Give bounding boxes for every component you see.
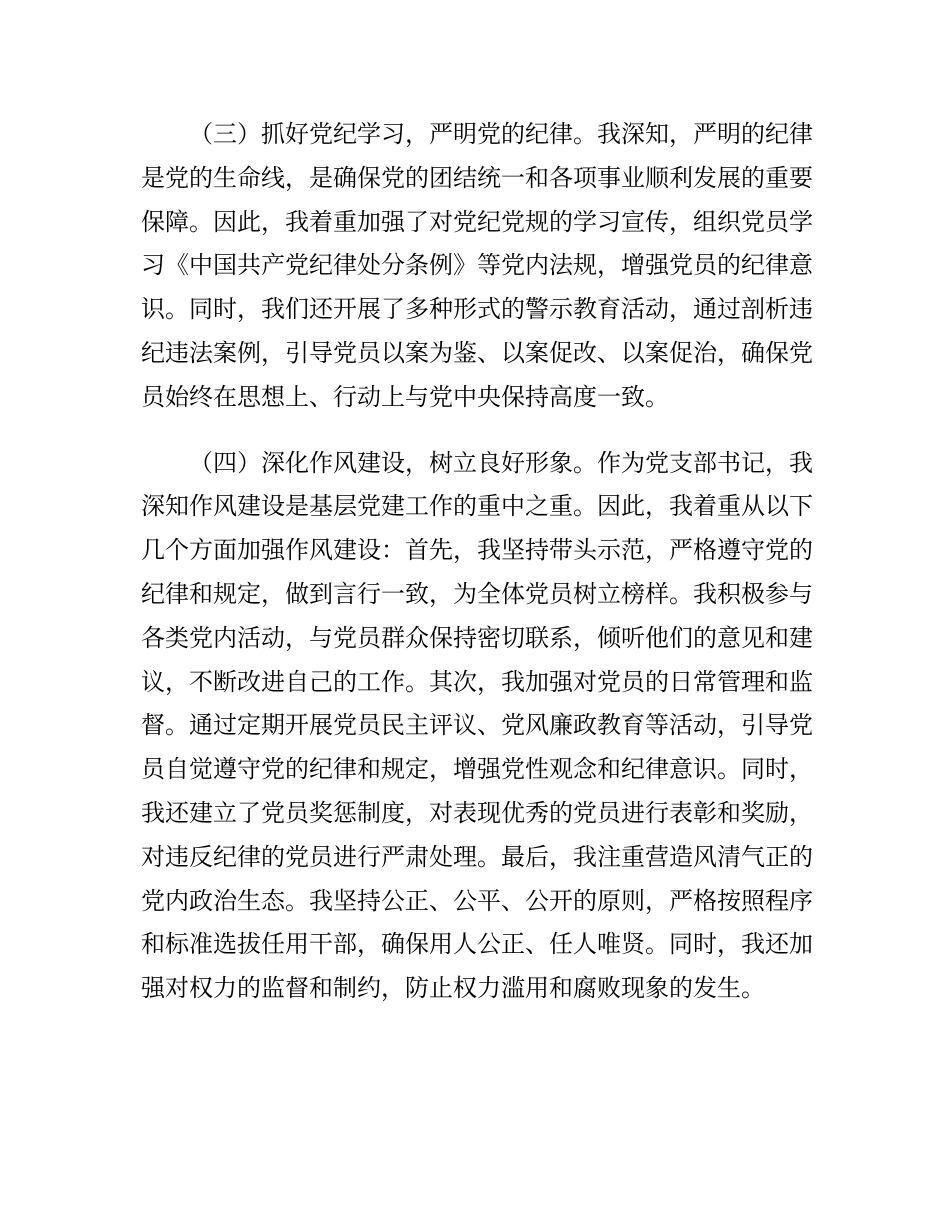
- paragraph-section-three: （三）抓好党纪学习，严明党的纪律。我深知，严明的纪律是党的生命线，是确保党的团结统一和各项事业顺利发展的重要保障。因此，我着重加强了对党纪党规的学习宣传，组织党员学习《中国共产党纪律处分条例》等党内法规，增强党员的纪律意识。同时，我们还开展了多种形式的警示教育活动，通过剖析违纪违法案例，引导党员以案为鉴、以案促改、以案促治，确保党员始终在思想上、行动上与党中央保持高度一致。: [141, 120, 813, 411]
- paragraph-section-four: （四）深化作风建设，树立良好形象。作为党支部书记，我深知作风建设是基层党建工作的重中之重。因此，我着重从以下几个方面加强作风建设：首先，我坚持带头示范，严格遵守党的纪律和规定，做到言行一致，为全体党员树立榜样。我积极参与各类党内活动，与党员群众保持密切联系，倾听他们的意见和建议，不断改进自己的工作。其次，我加强对党员的日常管理和监督。通过定期开展党员民主评议、党风廉政教育等活动，引导党员自觉遵守党的纪律和规定，增强党性观念和纪律意识。同时，我还建立了党员奖惩制度，对表现优秀的党员进行表彰和奖励，对违反纪律的党员进行严肃处理。最后，我注重营造风清气正的党内政治生态。我坚持公正、公平、公开的原则，严格按照程序和标准选拔任用干部，确保用人公正、任人唯贤。同时，我还加强对权力的监督和制约，防止权力滥用和腐败现象的发生。: [141, 448, 813, 1003]
- document-body: [141, 113, 813, 1011]
